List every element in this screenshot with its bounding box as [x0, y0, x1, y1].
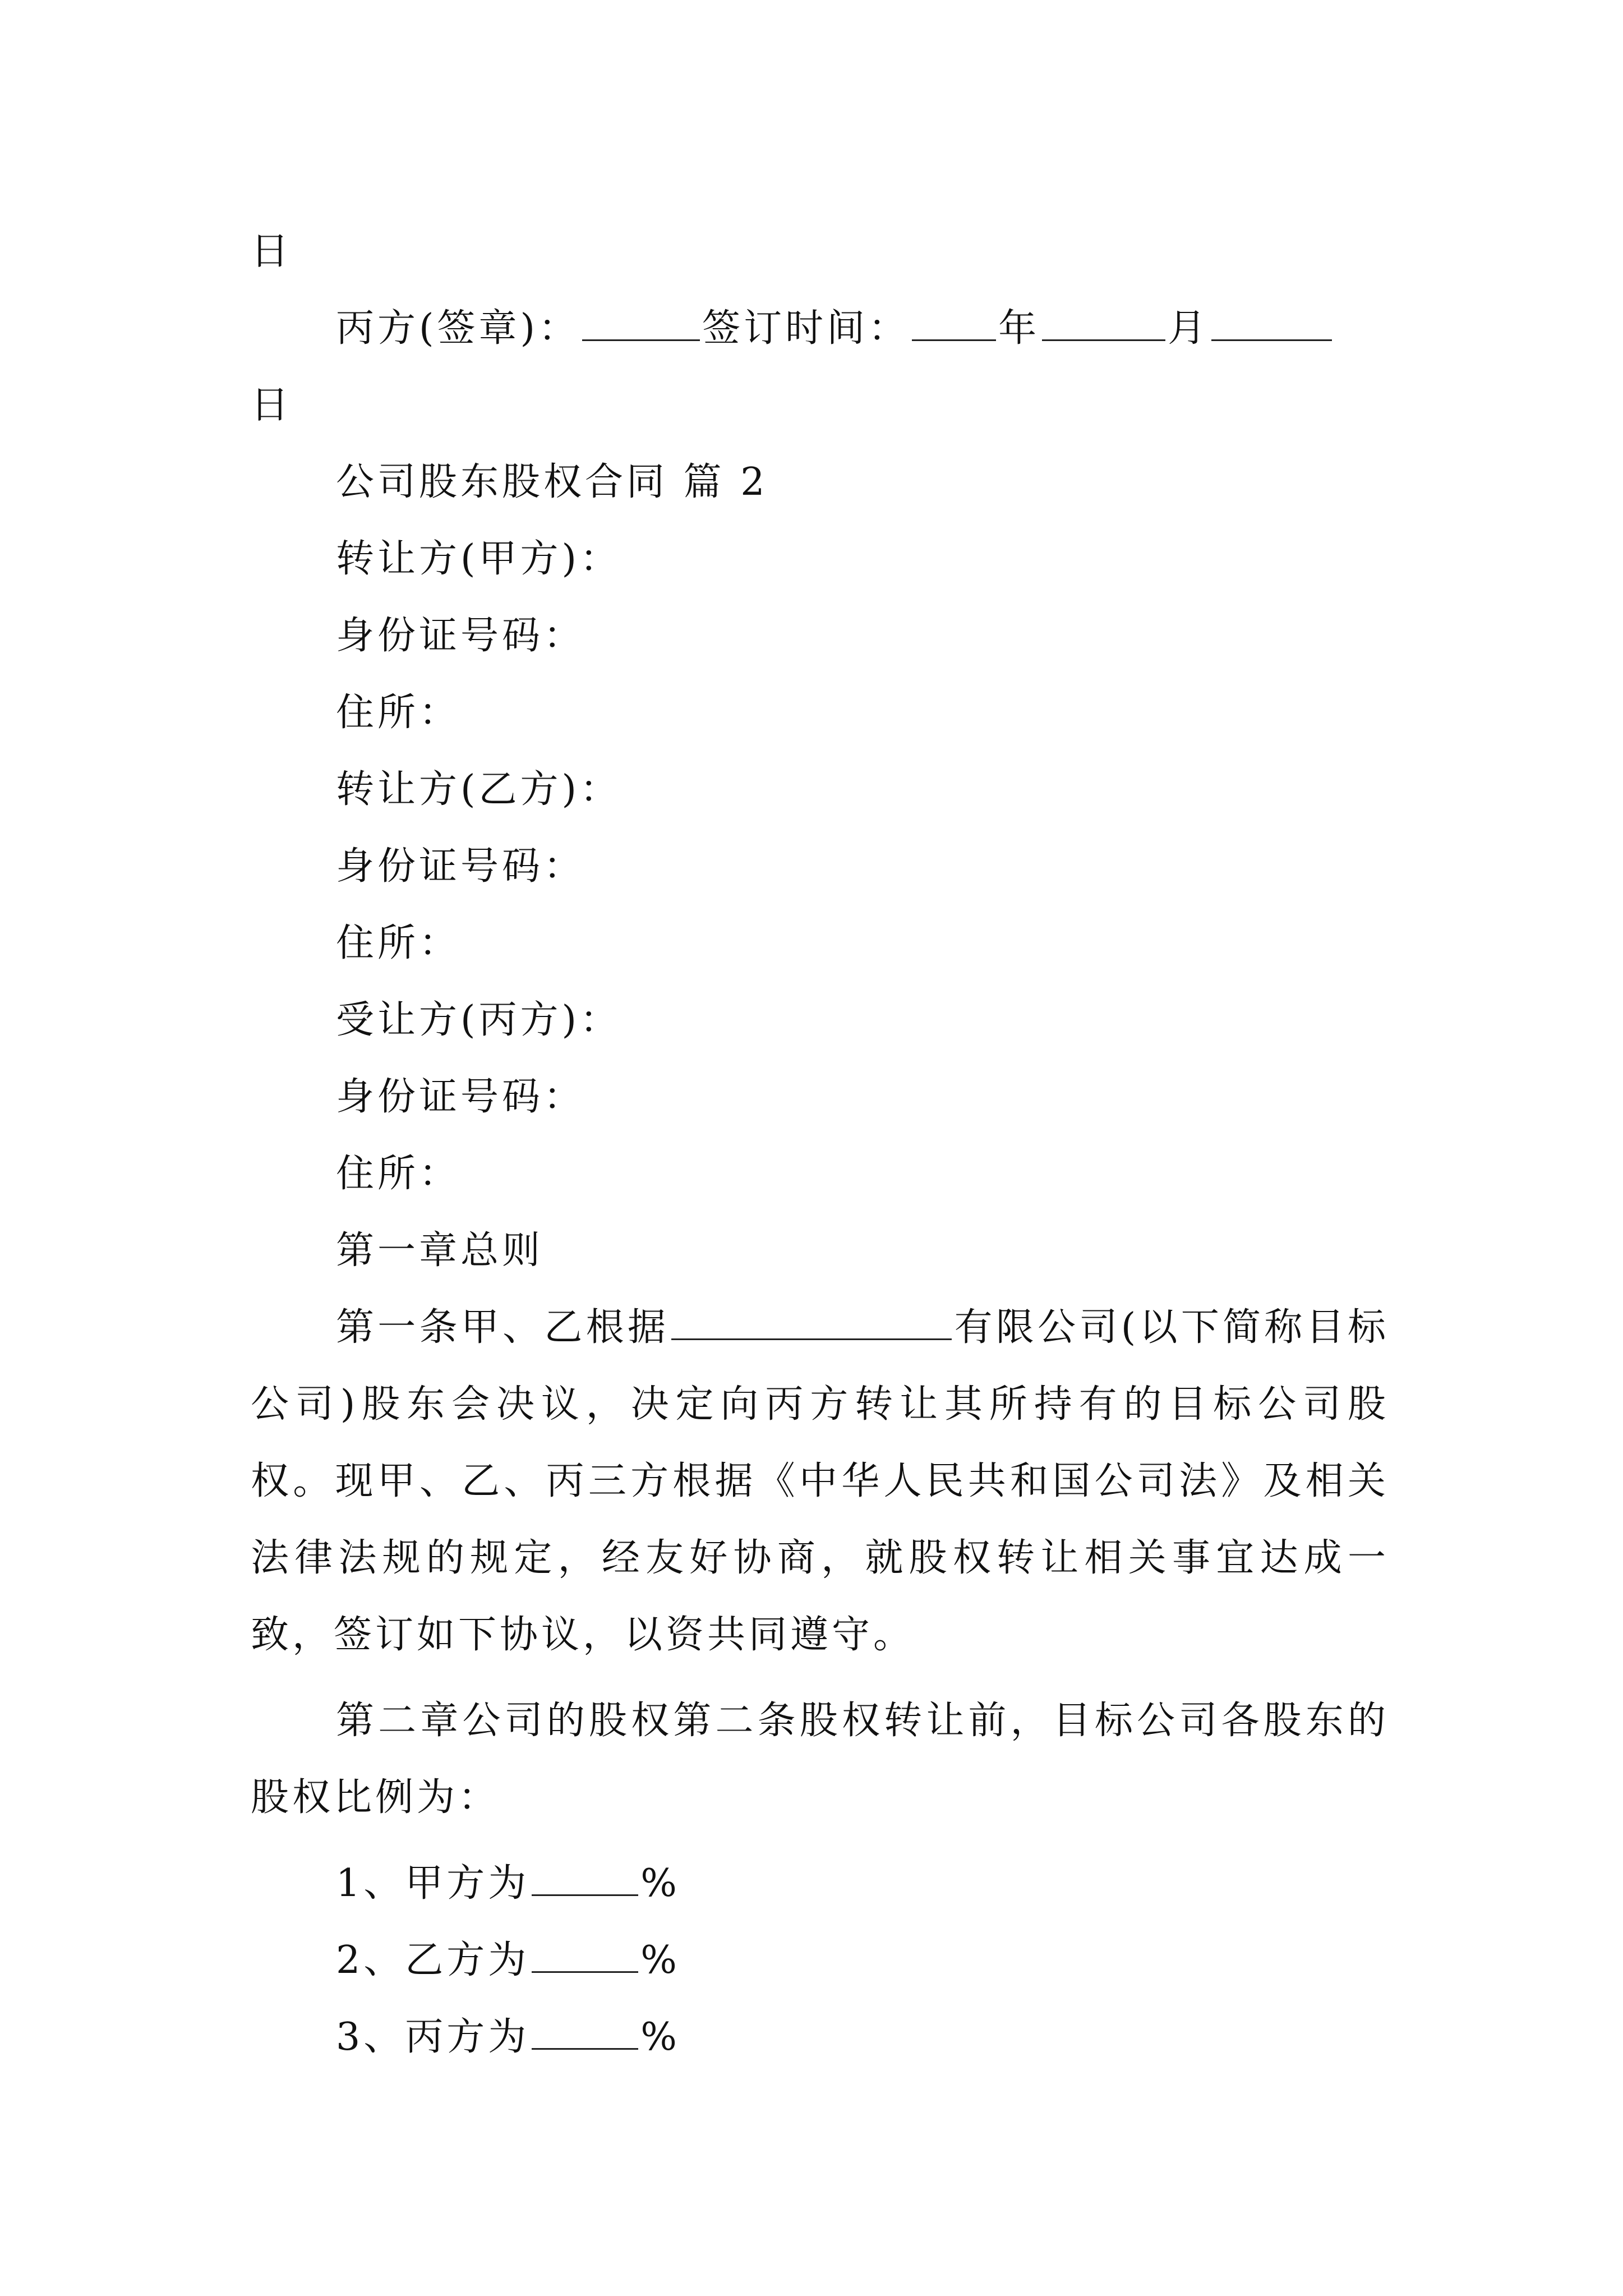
share-suffix: %: [640, 1861, 680, 1906]
month-blank: [1042, 306, 1165, 341]
share-suffix: %: [640, 2015, 680, 2059]
share-prefix: 2、乙方为: [336, 1938, 530, 1982]
field-line: 身份证号码：: [336, 614, 585, 658]
share-blank: [532, 1861, 638, 1896]
article1-prefix: 第一条甲、乙根据: [336, 1305, 670, 1350]
share-prefix: 3、丙方为: [336, 2015, 530, 2059]
field-line: 受让方(丙方)：: [336, 998, 622, 1042]
share-blank: [532, 1938, 638, 1973]
field-line: 住所：: [336, 1152, 461, 1196]
company-name-blank: [671, 1305, 952, 1340]
field-line: 身份证号码：: [336, 844, 585, 889]
article1-paragraph: [251, 1289, 1389, 1673]
year-blank: [912, 306, 996, 341]
share-line: [251, 1999, 1389, 2076]
field-line: 转让方(甲方)：: [336, 537, 622, 581]
party-c-signature-line: [251, 290, 1389, 367]
chapter2-paragraph: 第二章公司的股权第二条股权转让前，目标公司各股东的股权比例为：: [251, 1699, 1389, 1820]
document-body: [251, 213, 1389, 2076]
field-line: 住所：: [336, 691, 461, 735]
share-prefix: 1、甲方为: [336, 1861, 530, 1906]
field-line: 身份证号码：: [336, 1075, 585, 1119]
share-line: [251, 1845, 1389, 1922]
day-label: 日: [251, 383, 293, 427]
section-title: 公司股东股权合同 篇 2: [336, 460, 768, 504]
month-label: 月: [1168, 306, 1210, 351]
sign-time-label: 签订时间：: [702, 306, 910, 351]
share-suffix: %: [640, 1938, 680, 1982]
article1-rest: 有限公司(以下简称目标公司)股东会决议，决定向丙方转让其所持有的目标公司股权。现甲、乙、丙三方根据《中华人民共和国公司法》及相关法律法规的规定，经友好协商，就股权转让相关事宜达成一致，签订如下协议，以资共同遵守。: [251, 1305, 1389, 1657]
party-c-sign-label: 丙方(签章)：: [336, 306, 580, 351]
field-line: 转让方(乙方)：: [336, 767, 622, 812]
field-line: 住所：: [336, 921, 461, 965]
share-blank: [532, 2014, 638, 2050]
day-blank: [1211, 306, 1332, 341]
top-fragment: 日: [251, 229, 293, 274]
signature-blank: [582, 306, 700, 341]
chapter1-title: 第一章总则: [336, 1228, 544, 1273]
year-label: 年: [998, 306, 1040, 351]
share-line: [251, 1922, 1389, 1999]
